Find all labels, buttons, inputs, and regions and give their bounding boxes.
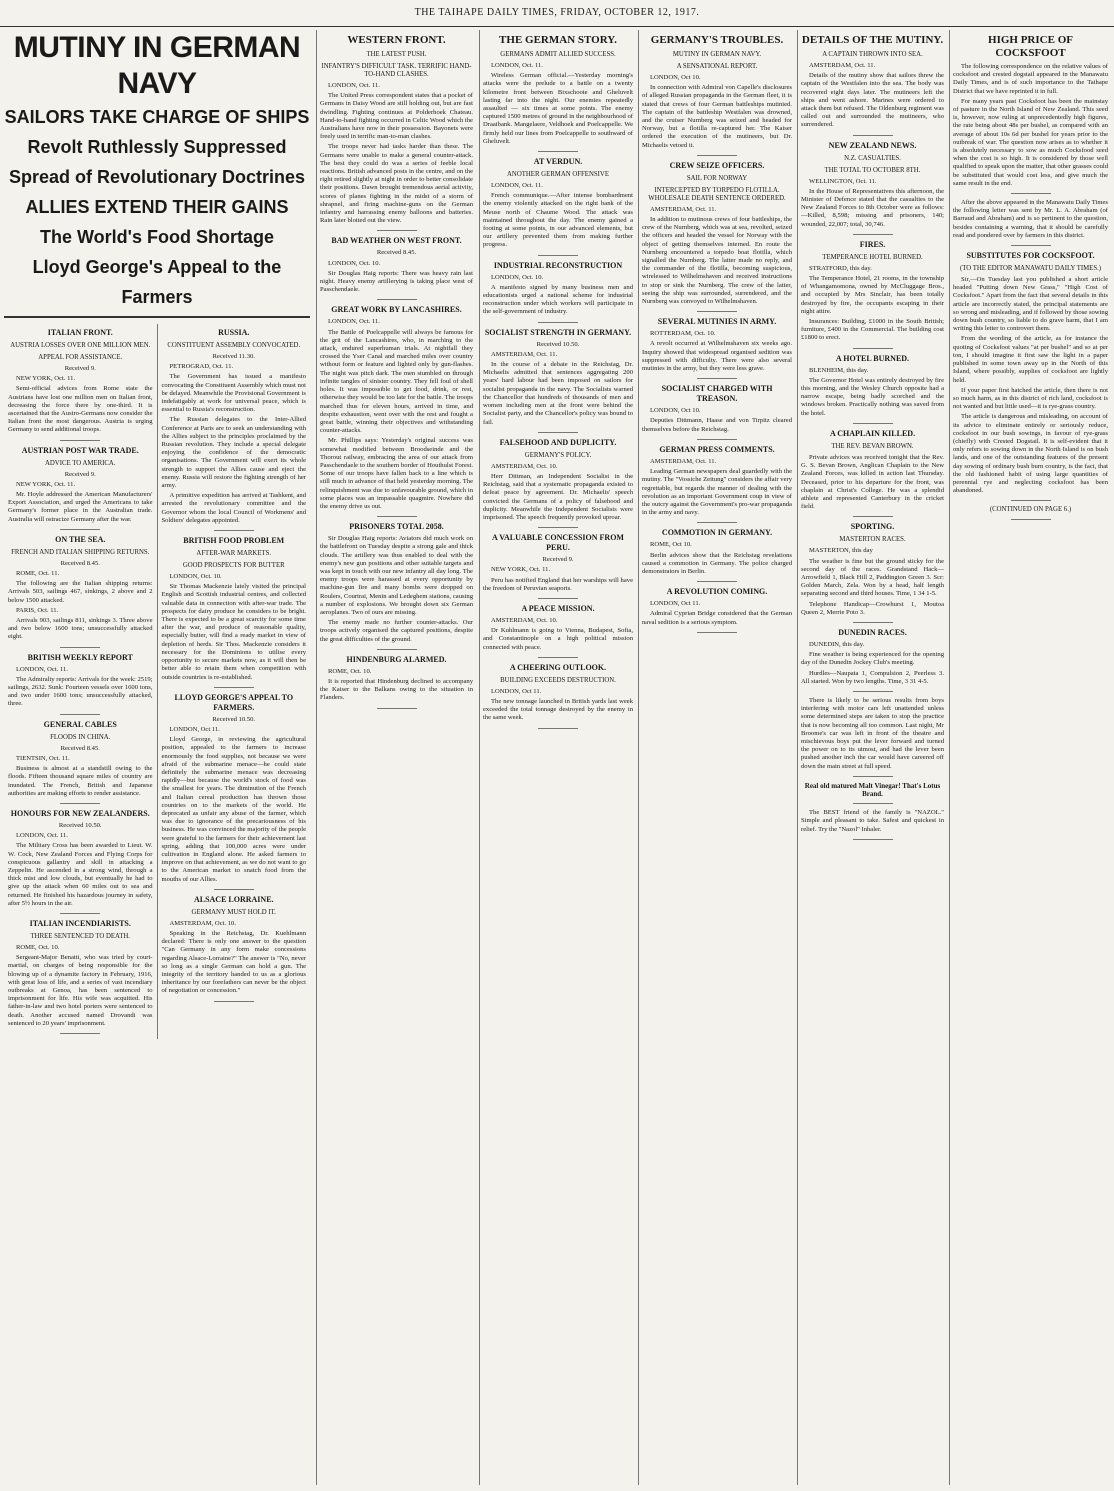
column-rule: [479, 30, 480, 1485]
paragraph: After the above appeared in the Manawatu Daily Times the following letter was sent by Mr. L. A. Abraham (of Barraud and Abraham) and is so pertinent to the question, besides containing a warning, that it should be carefully read and pondered over by farmers in this district.: [953, 199, 1108, 239]
paragraph: Berlin advices show that the Reichstag revelations caused a commotion in Germany. The police charged demonstrators in Berlin.: [642, 551, 792, 575]
column-5: [642, 30, 792, 1485]
paragraph: LONDON, Oct. 10.: [169, 573, 222, 581]
article: [642, 528, 792, 582]
paragraph: A revolt occurred at Wilhelmshaven six weeks ago. Inquiry showed that widespread organised sedition was suppressed with difficulty. There were also several mutinies in the army, but they were less grave.: [642, 340, 792, 373]
paragraph: Sir Douglas Haig reports: Aviators did much work on the battlefront on Tuesday despite a strong gale and thick clouds. The artillery was thus enabled to deal with the enemy's new gun positions and other suitable targets and was kept in touch with our new infantry all day long. The enemy troops were harassed at every opportunity by machine-gun fire and many bombs were dropped on Roulers, Courtrai, Menin and Ledeghem stations, causing a number of explosions. We brought down six German aeroplanes. Two of ours are missing.: [320, 535, 473, 616]
article: [483, 157, 633, 256]
paragraph: The Military Cross has been awarded to Lieut. W. W. Cock, New Zealand Forces and Flying Corps for conspicuous gallantry and skill in attacking a Zeppelin. He ascended in a strong wind, through a thick mist and low clouds, but eventually he had to give up the attack when 60 miles out to sea and returned. He finished his hazardous journey in safety, after 5½ hours in the air.: [8, 842, 153, 907]
article: [483, 328, 633, 433]
separator: [538, 728, 578, 729]
article: [801, 782, 944, 804]
paragraph: PETROGRAD, Oct. 11.: [169, 363, 234, 371]
separator: [697, 522, 737, 523]
paragraph: The Temperance Hotel, 21 rooms, in the township of Whangamomona, owned by McCluggage Bros., and occupied by Mrs Sinclair, has been totally destroyed by fire, the occupants escaping in their night attire.: [801, 275, 944, 315]
article-headline: SOCIALIST STRENGTH IN GERMANY.: [484, 327, 632, 337]
paragraph: A manifesto signed by many business men and educationists urged a national scheme for industrial reconstruction under which workers will participate in the self-government of industry.: [483, 283, 633, 316]
article-subheadline: FLOODS IN CHINA.: [50, 733, 111, 741]
article: [8, 535, 153, 648]
separator: [853, 423, 893, 424]
paragraph: Fine weather is being experienced for the opening day of the Dunedin Jockey Club's meeting.: [801, 651, 944, 667]
paragraph: The Government has issued a manifesto convocating the Constituent Assembly which must not be delayed. Meanwhile the Provisional Government is indefatigably at work for universal peace, which is essential to Russia's reconstruction.: [161, 373, 306, 414]
article: [642, 161, 792, 312]
article-headline: INDUSTRIAL RECONSTRUCTION: [493, 260, 623, 270]
article-subheadline: APPEAL FOR ASSISTANCE.: [38, 354, 123, 361]
separator: [697, 378, 737, 379]
separator: [1011, 193, 1051, 194]
banner-line: The World's Food Shortage: [40, 227, 274, 247]
received-time: Received 8.45.: [60, 744, 100, 752]
article-headline: AUSTRIAN POST WAR TRADE.: [21, 445, 139, 455]
separator: [538, 598, 578, 599]
separator: [853, 622, 893, 623]
article-headline: SUBSTITUTES FOR COCKSFOOT.: [966, 251, 1095, 261]
received-time: Received 10.50.: [212, 715, 256, 723]
paragraph: STRATFORD, this day.: [809, 264, 872, 272]
received-time: Received 8.45.: [376, 249, 417, 257]
paragraph: LONDON, Oct. 11.: [328, 82, 380, 89]
article-headline: A VALUABLE CONCESSION FROM PERU.: [492, 533, 624, 553]
paragraph: Mr. Hoyle addressed the American Manufacturers' Export Association, and urged the Americans to take Germany's former place in the Australian trade. Australia will ostracize Germany after the war.: [8, 491, 153, 523]
article: [483, 34, 633, 152]
article-subheadline: (TO THE EDITOR MANAWATU DAILY TIMES.): [959, 265, 1102, 273]
article-headline: HIGH PRICE OF COCKSFOOT: [988, 34, 1073, 59]
paragraph: The following are the Italian shipping returns: Arrivals 503, sailings 467, sinkings, 2 above and 2 below 1500 attacked.: [8, 580, 153, 604]
article-headline: FIRES.: [859, 239, 886, 249]
article: [642, 34, 792, 156]
paragraph: The following correspondence on the relative values of cocksfoot and crested dogstail appeared in the Manawatu Daily Times, and is of such importance to the Taihape District that we have reprinted it in full.: [953, 63, 1108, 95]
paragraph: ROME, Oct. 11.: [16, 570, 60, 578]
article-subheadline: GERMANY MUST HOLD IT.: [191, 908, 276, 916]
paragraph: Business is almost at a standstill owing to the floods. Fifteen thousand square miles of country are inundated. The French, British and Japanese authorities are making efforts to render assistance.: [8, 765, 153, 797]
article-headline: GREAT WORK BY LANCASHIRES.: [331, 305, 462, 315]
article: [801, 429, 944, 517]
separator: [60, 529, 100, 530]
separator: [60, 913, 100, 914]
paragraph: ROME, Oct. 10.: [16, 943, 60, 951]
paragraph: A primitive expedition has arrived at Tashkent, and arrested the revolutionary committee and the Governor whom the local Council of Workmens' and Soldiers' delegates appointed.: [161, 492, 306, 524]
article-headline: BAD WEATHER ON WEST FRONT.: [331, 236, 462, 246]
article: [320, 655, 473, 709]
paragraph: BLENHEIM, this day.: [809, 366, 869, 374]
paragraph: LONDON, Oct. 11.: [16, 832, 68, 840]
paragraph: Deputies Dittmann, Haase and von Tirpitz cleared themselves before the Reichstag.: [642, 417, 792, 433]
paragraph: Peru has notified England that her warships will have the freedom of Peruvian seaports.: [483, 576, 633, 592]
column-4: [483, 30, 633, 1485]
article: [642, 317, 792, 379]
article-subheadline: THREE SENTENCED TO DEATH.: [30, 932, 130, 940]
paragraph: Arrivals 903, sailings 811, sinkings 3. Three above and two below 1600 tons; unsuccessfully attacked eight.: [8, 617, 153, 641]
separator: [377, 299, 417, 300]
article: [162, 536, 307, 688]
paragraph: LONDON, Oct. 11.: [491, 62, 543, 69]
paragraph: LONDON, Oct. 11.: [328, 318, 380, 326]
separator: [853, 691, 893, 692]
article: [483, 261, 633, 323]
paragraph: LONDON, Oct. 10.: [328, 259, 381, 267]
separator: [377, 230, 417, 231]
separator: [538, 255, 578, 256]
article-subheadline: ANOTHER GERMAN OFFENSIVE: [507, 171, 609, 179]
paragraph: French communique.—After intense bombardment the enemy violently attacked on the right bank of the Meuse north of Chaume Wood. The attack was maintained throughout the day. The enemy gained a footing at some points, in our advanced elements, but our artillery prevented them from making further progress.: [483, 192, 633, 249]
article: [8, 720, 153, 804]
paragraph: Sir Thomas Mackenzie lately visited the principal English and Scottish industrial centres, and collected valuable data in connection with after-war trade. The prospects for dairy produce he considers to be bright. There is expected to be a great scarcity for some time after the war, and produce of reasonable quality, especially butter, will find a ready market in view of depletion of herds. Sir Thos. Mackenzie considers it necessary for the Dominions to utilise every opportunity to secure markets now, as it will then be better able to retain them when competition with outside countries is re-established.: [161, 583, 306, 681]
paragraph: Semi-official advices from Rome state the Austrians have lost one million men on Italian front, decreasing the force there by one-third. It is ascertained that the Austro-Germans now consider the Italian front the most dangerous. Austria is urging Germany to send additional troops.: [8, 385, 153, 434]
received-time: Received 9.: [64, 470, 96, 478]
article: [483, 604, 633, 658]
separator: [853, 803, 893, 804]
article-subheadline: AUSTRIA LOSSES OVER ONE MILLION MEN.: [10, 342, 151, 349]
article-headline: PRISONERS TOTAL 2058.: [349, 522, 444, 532]
separator: [60, 803, 100, 804]
paragraph: The new tonnage launched in British yards last week exceeded the total tonnage destroyed by the enemy in the same week.: [483, 697, 633, 722]
received-time: Received 11.30.: [212, 353, 255, 360]
article: [801, 522, 944, 623]
paragraph: ROME, Oct 10.: [650, 541, 692, 549]
banner-title: MUTINY IN GERMAN NAVY: [13, 31, 301, 100]
paragraph: The United Press correspondent states that a pocket of Germans in Daisy Wood are still holding out, but are fast dwindling. Fighting continues at Polderhoek Chateau. Hand-to-hand fighting occurred in Celtic Wood which the Australians have now in their possession. Bayonets were freely used in terrific man-to-man clashes.: [320, 92, 473, 141]
article-subheadline: GOOD PROSPECTS FOR BUTTER: [182, 562, 285, 570]
paragraph: Private advices was received tonight that the Rev. G. S. Bevan Brown, Anglican Chaplain to the New Zealand Forces, was killed in action last Thursday. Deceased, prior to his departure for the front, was chaplain at Christ's College. He was a splendid athlete and represented Canterbury in the cricket field.: [801, 453, 944, 511]
column-rule: [316, 30, 317, 1485]
article: [483, 533, 633, 599]
received-time: Received 9.: [542, 556, 574, 564]
separator: [853, 234, 893, 235]
article-subheadline: THE LATEST PUSH.: [366, 51, 427, 58]
banner-line: Revolt Ruthlessly Suppressed: [27, 137, 287, 157]
separator: [60, 440, 100, 441]
article-subheadline: INFANTRY'S DIFFICULT TASK. TERRIFIC HAND-TO-HAND CLASHES.: [321, 63, 472, 78]
headline-banner: [4, 30, 310, 318]
column-2: [157, 324, 311, 1039]
article-subheadline: MUTINY IN GERMAN NAVY.: [672, 51, 762, 58]
column-rule: [797, 30, 798, 1485]
article-headline: DETAILS OF THE MUTINY.: [801, 34, 944, 46]
separator: [377, 516, 417, 517]
separator: [377, 649, 417, 650]
paragraph: Hurdles—Naupata 1, Compulsion 2, Peerless 3. All started. Won by two lengths. Time, 3 31 4-5.: [801, 669, 944, 685]
paragraph: Sir Douglas Haig reports: There was heavy rain last night. Heavy enemy artillerying is taking place west of Passchendaele.: [320, 269, 473, 294]
article-headline: HONOURS FOR NEW ZEALANDERS.: [10, 808, 150, 818]
article-headline: NEW ZEALAND NEWS.: [828, 140, 917, 150]
paragraph: LONDON, Oct. 11.: [16, 665, 68, 673]
separator: [60, 1033, 100, 1034]
separator: [60, 647, 100, 648]
article-headline: A CHAPLAIN KILLED.: [829, 428, 916, 438]
article-subheadline: MASTERTON RACES.: [839, 536, 906, 544]
article-headline: WESTERN FRONT.: [347, 34, 446, 46]
paragraph: LONDON, Oct 11.: [650, 600, 701, 608]
article-subheadline: SAIL FOR NORWAY: [686, 174, 748, 182]
separator: [214, 1001, 254, 1002]
received-time: Received 8.45.: [60, 559, 100, 567]
paragraph: The troops never had tasks harder than these. The Germans were unable to make a general counter-attack. The best they could do was a series of feeble local reactions. British advanced posts in the centre, and on the right retired slightly at night in order to better consolidate their positions. Dawn brought tremendous aerial activity, scores of planes fighting in the midst of a storm of shrapnel, and firing machine-guns on the German infantry and harrassing enemy balloons and batteries. Rain later blotted out the view.: [320, 143, 473, 225]
paragraph: NEW YORK, Oct. 11.: [491, 566, 551, 574]
article: [801, 809, 944, 840]
paragraph: LONDON, Oct 10.: [650, 74, 701, 81]
separator: [214, 889, 254, 890]
article-subheadline: THE REV. BEVAN BROWN.: [831, 442, 914, 450]
column-rule: [949, 30, 950, 1485]
article: [483, 663, 633, 729]
column-1: [4, 324, 157, 1039]
separator: [60, 714, 100, 715]
article-headline: A HOTEL BURNED.: [835, 353, 910, 363]
masthead: THE TAIHAPE DAILY TIMES, FRIDAY, OCTOBER 12, 1917.: [0, 0, 1114, 27]
separator: [214, 530, 254, 531]
advertisement: Real old matured Malt Vinegar! That's Lotus Brand.: [804, 781, 941, 798]
paragraph: Telephone Handicap—Crowhurst 1, Moutoa Queen 2, Merrie Poto 3.: [801, 600, 944, 616]
paragraph: AMSTERDAM, Oct. 11.: [491, 350, 558, 358]
article: [8, 653, 153, 715]
paragraph: In the House of Representatives this afternoon, the Minister of Defence stated that the casualties to the New Zealand Forces to 8th October were as follows:—Killed, 8,598; missing and prisoners, 140; wounded, 22,007; total, 30,746.: [801, 187, 944, 228]
paragraph: AMSTERDAM, Oct. 10.: [491, 462, 558, 470]
article-headline: SOCIALIST CHARGED WITH TREASON.: [661, 384, 773, 404]
article-headline: ALSACE LORRAINE.: [193, 894, 274, 904]
paragraph: ROTTERDAM, Oct. 10.: [650, 330, 716, 338]
separator: [697, 311, 737, 312]
article-headline: CREW SEIZE OFFICERS.: [669, 160, 765, 170]
separator: [697, 439, 737, 440]
article: [320, 236, 473, 300]
paragraph: TIENTSIN, Oct. 11.: [16, 754, 70, 762]
separator: [538, 151, 578, 152]
separator: [538, 432, 578, 433]
paragraph: In addition to mutinous crews of four battleships, the crew of the Nurnberg, which was at sea, revolted, seized the officers and headed the vessel for Norway with the object of getting themselves interned. En route the Nurnberg encountered a torpedo boat flotilla, which signalled the Nurnberg. The latter made no reply, and the commander of the flotilla, becoming suspicious, wirelessed to Wilhelmshaven and received instructions to stop or sink the Nurnberg. The crew of the latter, seeing the ship was surrounded, surrendered, and the Nurnberg was convoyed to Wilhelmshaven.: [642, 216, 792, 306]
paragraph: The Russian delegates to the Inter-Allied Conference at Paris are to seek an understanding with the Allies subject to the principles proclaimed by the Russian revolution. They include a special delegate enjoying the confidence of the democratic organisations. The Government will exert its whole strength to support the Allies cause and eject the enemy. Russia will restore the fighting strength of her army.: [161, 416, 306, 490]
paragraph: There is likely to be serious results from boys interfering with motor cars left unattended unless some determined steps are taken to stop the practice that is now becoming all too common. Last night, Mr Broome's car was left in front of the theatre and mischievous boys put the lever forward and turned the power on to its utmost, and had the lever been pushed another inch the car would have careered off down the main street at full speed.: [801, 696, 944, 770]
article-headline: GERMAN PRESS COMMENTS.: [659, 444, 775, 454]
paragraph: Leading German newspapers deal guardedly with the mutiny. The "Vossiche Zeitung" considers the affair very regrettable, but regards the manner of dealing with the revolution as an important Government coup in view of the outcry against the Government's pro-war propaganda in the army and navy.: [642, 468, 792, 517]
paragraph: The Admiralty reports: Arrivals for the week: 2519; sailings, 2632. Sunk: Fourteen vessels over 1600 tons, and two under 1600 tons; unsuccessfully attacked, three.: [8, 675, 153, 708]
paragraph: It is reported that Hindenburg declined to accompany the Kaiser to the Balkans owing to the situation in Flanders.: [320, 677, 473, 702]
paragraph: Speaking in the Reichstag, Dr. Kuehlmann declared: There is only one answer to the question "Can Germany in any form make concessions regarding Alsace-Lorraine?" The answer is "No, never so long as a single German can hold a gun. The integrity of the territory handed to us as a glorious inheritance by our forefathers can never be the object of negotiation or concession.": [161, 929, 306, 995]
paragraph: AMSTERDAM, Oct. 11.: [650, 205, 717, 213]
left-subcolumns: [4, 324, 310, 1039]
article-headline: GENERAL CABLES: [43, 719, 117, 729]
left-section: [4, 30, 310, 1485]
article-headline: THE GERMAN STORY.: [499, 34, 617, 46]
separator: [538, 657, 578, 658]
article-headline: A CHEERING OUTLOOK.: [509, 662, 607, 672]
paragraph: Wireless German official.—Yesterday morning's attacks were the prelude to a battle on a twenty kilometre front between Bixschoote and Gheluvelt lasting far into the night. Our enemies repeatedly assaulted — six times at some points. The enemy captured 1500 metres of ground in the neighbourhood of Draaibank. Mangelaere, Veldhoek and Poelcappelle. We firmly held our lines from Poelcappelle to southward of Gheluvelt.: [483, 72, 633, 145]
separator: [1011, 519, 1051, 520]
article-headline: HINDENBURG ALARMED.: [346, 654, 447, 664]
paragraph: The weather is fine but the ground sticky for the second day of the races. Grandstand Hack—Arrowfield 1, Black Hill 2, Paddington Green 3. Scr: Golden March, Zela. Won by a head, half length separating second and third houses. Time, 1 34 1-5.: [801, 557, 944, 598]
article: [8, 328, 153, 441]
separator: [214, 687, 254, 688]
article-headline: SPORTING.: [850, 522, 895, 532]
paragraph: Dr Kuhlmann is going to Vienna, Budapest, Sofia, and Constantinople on a high political mission connected with peace.: [483, 627, 633, 651]
article-subheadline: CONSTITUENT ASSEMBLY CONVOCATED.: [167, 342, 301, 349]
banner-line: Lloyd George's Appeal to the Farmers: [32, 257, 282, 307]
paragraph: For many years past Cocksfoot has been the mainstay of pasture in the North Island of New Zealand. This seed is, however, now ruling at unprecedentedly high figures, the rate being about 48s per bushel, as compared with an average of about 10s 6d per bushel for years prior to the outbreak of war. The question now arises as to whether it is absolutely necessary to sow as much Cocksfood seed when the cost is so high. It is considered by those well qualified to speak upon the matter, that other grasses could be substituted that would cost less, and give much the same result in the end.: [953, 97, 1108, 187]
paragraph: The Battle of Poelcappelle will always be famous for the grit of the Lancashires, who, in marching to the attack, endured superhuman trials. At nightfall they crossed the Yser Canal and marched miles over country without form or feature and lighted only by gun-flashes. The night was pitch dark. The men stumbled on through infinite tangles of sinister country. They fell foul of shell holes. It was impossible to get food, drink, or rest, otherwise they would be too late for the battle. The troops marched thus for eleven hours, arrived in time, and despite exhaustion, went over with the rest and fought a great battle, winning their objectives and withstanding counter-attacks.: [320, 328, 473, 435]
article-subheadline: AFTER-WAR MARKETS.: [196, 550, 272, 558]
article-headline: LLOYD GEORGE'S APPEAL TO FARMERS.: [174, 692, 294, 712]
paragraph: Sir,—On Tuesday last you published a short article headed "Putting down New Grass," "High Cost of Cocksfoot." Apart from the fact that several details in this article are incorrectly stated, the principal statements are so wrong and misleading, and if followed by those sowing down bush country, so liable to do grave harm, that I am writing this letter to controvert them.: [953, 276, 1108, 333]
article-headline: BRITISH FOOD PROBLEM: [183, 536, 285, 546]
paragraph: LONDON, Oct 11.: [169, 725, 220, 733]
paragraph: LONDON, Oct 11.: [491, 687, 542, 695]
article: [642, 587, 792, 633]
received-time: Received 10.50.: [536, 340, 580, 348]
separator: [1011, 500, 1051, 501]
paragraph: In the course of a debate in the Reichstag, Dr. Michaelis admitted that sentences aggregating 200 years' hard labour had been imposed on sailors for socialist propaganda in the navy. The Socialists warned the Chancellor that hundreds of thousands of men and women including men at the front were behind the Socialist party, and the Chancellor's policy was bound to fail.: [483, 361, 633, 426]
article: [953, 34, 1108, 194]
paragraph: Mr. Phillips says: Yesterday's original success was somewhat modified between Broodseinde and the Thorout railway, embracing the area of our attack from Passchendaele to the southern border of Houthulst Forest. Some of our troops have fallen back to a line which is still much in advance of that held yesterday morning. The relinquishment was due to unfavourable ground, which in some places was an impassable quagmire. Nowhere did the enemy drive us out.: [320, 437, 473, 510]
article: [8, 919, 153, 1034]
article: [801, 628, 944, 692]
article-subheadline: A SENSATIONAL REPORT.: [676, 63, 758, 70]
article: [642, 384, 792, 440]
paragraph: Admiral Cyprian Bridge considered that the German naval sedition is a serious symptom.: [642, 610, 792, 626]
paragraph: MASTERTON, this day: [809, 547, 873, 555]
separator: [697, 632, 737, 633]
column-7: [953, 30, 1108, 1485]
article-subheadline: INTERCEPTED BY TORPEDO FLOTILLA. WHOLESALE DEATH SENTENCE ORDERED.: [648, 186, 786, 202]
column-6: [801, 30, 944, 1485]
article-headline: DUNEDIN RACES.: [838, 627, 907, 637]
banner-line: Spread of Revolutionary Doctrines: [8, 167, 306, 187]
article: [801, 354, 944, 424]
article-headline: ON THE SEA.: [55, 534, 106, 544]
article: [8, 446, 153, 530]
article-subheadline: GERMANS ADMIT ALLIED SUCCESS.: [500, 51, 616, 58]
article-subheadline: FRENCH AND ITALIAN SHIPPING RETURNS.: [11, 548, 150, 556]
paragraph: In connection with Admiral von Capelle's disclosures of alleged Russian propaganda in the German fleet, it is stated that crews of four German battleships mutinied. The captain of the battleship Westfalen was drowned, and the cruiser Nurnberg was seized and headed for Norway, but a flotilla re-captured her. The Kaiser ordered the execution of the mutineers, but Dr. Michaelis vetoed it.: [642, 84, 792, 149]
separator: [538, 322, 578, 323]
article-subheadline: N.Z. CASUALTIES.: [844, 154, 901, 162]
article-headline: COMMOTION IN GERMANY.: [661, 528, 773, 538]
article-headline: RUSSIA.: [218, 328, 250, 337]
article-subheadline: TEMPERANCE HOTEL BURNED.: [822, 253, 923, 261]
banner-line: SAILORS TAKE CHARGE OF SHIPS: [4, 107, 310, 127]
paragraph: Lloyd George, in reviewing the agricultural position, appealed to the farmers to increase enormously the food supplies, not because we were afraid of the submarine menace—he could state definitely the submarine menace was decreasing rapidly—but because the world's stock of food was the smallest for years. The diminution of the French and Italian cereal production has thrown those countries on to the markets of the world. He deprecated as unfair any abuse of the farmer, which was due to ignorance of the precariousness of his business. He was convinced the majority of the people were grateful to the farmers for their achievement last spring, adding that 100,000 acres were under cultivation in England alone. He asked farmers to improve on that achievement, as we do not want to go to the American market to snatch food from the mouths of our Allies.: [161, 736, 306, 883]
article: [162, 693, 307, 890]
article-headline: AT VERDUN.: [533, 157, 583, 167]
article: [162, 895, 307, 1002]
paragraph: NEW YORK, Oct. 11.: [16, 375, 76, 383]
article: [320, 305, 473, 517]
paragraph: NEW YORK, Oct. 11.: [16, 480, 76, 488]
paragraph: DUNEDIN, this day.: [809, 640, 865, 648]
article-subheadline: (CONTINUED ON PAGE 6.): [989, 506, 1072, 514]
article: [483, 438, 633, 528]
article-headline: FALSEHOOD AND DUPLICITY.: [499, 437, 617, 447]
article-headline: ITALIAN INCENDIARISTS.: [29, 918, 131, 928]
article-headline: BRITISH WEEKLY REPORT: [27, 652, 133, 662]
paragraph: Sergeant-Major Benatti, who was tried by court-martial, on charges of being responsible for the blowing up of a dynamite factory in February, 1916, with great loss of life, and a series of vast incendiary outbreaks at Genoa, has been sentenced to imprisonment for life. His wife was acquitted. His father-in-law and two hotel porters were sentenced to death. Another accused named Drovandi was sentenced to 20 years' imprisonment.: [8, 954, 153, 1027]
article: [320, 34, 473, 231]
paragraph: The BEST friend of the family is "NAZOL." Simple and pleasant to take. Safest and quickest in relief. Try the "Nazol" Inhaler.: [801, 809, 944, 833]
article: [801, 141, 944, 235]
paragraph: The enemy made no further counter-attacks. Our troops actively organised the captured positions, despite the great difficulties of the ground.: [320, 619, 473, 643]
article: [320, 522, 473, 650]
article-subheadline: THE TOTAL TO OCTOBER 8TH.: [824, 166, 921, 174]
article: [8, 809, 153, 914]
paragraph: AMSTERDAM, Oct. 10.: [169, 919, 236, 927]
paragraph: PARIS, Oct. 11.: [16, 606, 59, 614]
separator: [853, 348, 893, 349]
paragraph: WELLINGTON, Oct. 11.: [809, 177, 877, 185]
paragraph: AMSTERDAM, Oct. 11.: [809, 62, 876, 69]
article-subheadline: A CAPTAIN THROWN INTO SEA.: [822, 51, 923, 58]
separator: [1011, 245, 1051, 246]
received-time: Received 9.: [64, 365, 96, 372]
paragraph: LONDON, Oct 10.: [650, 407, 701, 415]
banner-line: ALLIES EXTEND THEIR GAINS: [25, 197, 289, 217]
article: [953, 506, 1108, 520]
article-subheadline: BUILDING EXCEEDS DESTRUCTION.: [500, 676, 616, 684]
column-3: [320, 30, 473, 1485]
separator: [377, 708, 417, 709]
paragraph: Herr Dittman, an Independent Socialist in the Reichstag, said that a systematic propaganda existed to defeat peace by agreement. Dr. Michaelis' speech convicted the Germans of a policy of falsehood and duplicity. Meanwhile the Independent Socialists were imprisoned. The speech frequently provoked uproar.: [483, 472, 633, 521]
article-headline: GERMANY'S TROUBLES.: [650, 34, 784, 46]
article-headline: ITALIAN FRONT.: [47, 328, 113, 337]
paragraph: Details of the mutiny show that sailors threw the captain of the Westfalen into the sea. The body was recovered eight days later. The mutineers left the ships and went ashore. Marines were ordered to attack them but refused. The Oldenburg regiment was called out and surrounded the mutineers, who surrendered.: [801, 72, 944, 129]
received-time: Received 10.50.: [58, 821, 102, 829]
paragraph: LONDON, Oct. 11.: [491, 182, 543, 190]
paragraph: LONDON, Oct. 10.: [491, 273, 544, 281]
paragraph: The article is dangerous and misleading, on account of its advice to eliminate entirely or seriously reduce, cocksfoot in our bush sowings, in favour of rye-grass (chiefly) with Crested Dogstail. It is self-evident that it only refers to sowing down in the North Island is on bush lands, and one of the outstanding features of the present day sowing of ordinary bush burn country, is the fact, that the old fashioned habit of using large quantities of perennial rye and neglecting cocksfoot has been abandoned.: [953, 413, 1108, 495]
article-subheadline: GERMANY'S POLICY.: [524, 451, 592, 459]
separator: [853, 135, 893, 136]
paragraph: If your paper first hatched the article, then there is not so much harm, as in this district of rich land, cocksfoot is not wanted and but little used—it is rye-grass country.: [953, 386, 1108, 411]
separator: [538, 527, 578, 528]
article: [801, 240, 944, 349]
paragraph: The Governor Hotel was entirely destroyed by fire this morning, and the Wesley Church opposite had a narrow escape, being badly scorched and the windows broken. Practically nothing was saved from the hotel.: [801, 376, 944, 417]
article: [642, 445, 792, 523]
paragraph: AMSTERDAM, Oct. 11.: [650, 457, 717, 465]
article: [801, 697, 944, 777]
article: [953, 199, 1108, 246]
separator: [853, 839, 893, 840]
paragraph: From the wording of the article, as for instance the quoting of Cocksfoot values "at per bushel" and so at per ton, I should imagine it first saw the light in a paper published in some town away up in the North of this Island, where possibly, supplies of cocksfoot are lightly held.: [953, 335, 1108, 384]
article: [801, 34, 944, 136]
paragraph: Insurances: Building, £1000 in the South British; furniture, £400 in the Commercial. The building cost £1800 to erect.: [801, 318, 944, 342]
article: [162, 328, 307, 531]
separator: [853, 776, 893, 777]
separator: [697, 581, 737, 582]
separator: [697, 155, 737, 156]
article-subheadline: ADVICE TO AMERICA.: [44, 459, 116, 467]
article-headline: A PEACE MISSION.: [521, 603, 595, 613]
column-rule: [638, 30, 639, 1485]
article: [953, 251, 1108, 501]
article-headline: SEVERAL MUTINIES IN ARMY.: [657, 317, 777, 327]
paragraph: AMSTERDAM, Oct. 10.: [491, 616, 558, 624]
paragraph: ROME, Oct. 10.: [328, 667, 372, 675]
article-headline: A REVOLUTION COMING.: [666, 587, 768, 597]
separator: [853, 516, 893, 517]
